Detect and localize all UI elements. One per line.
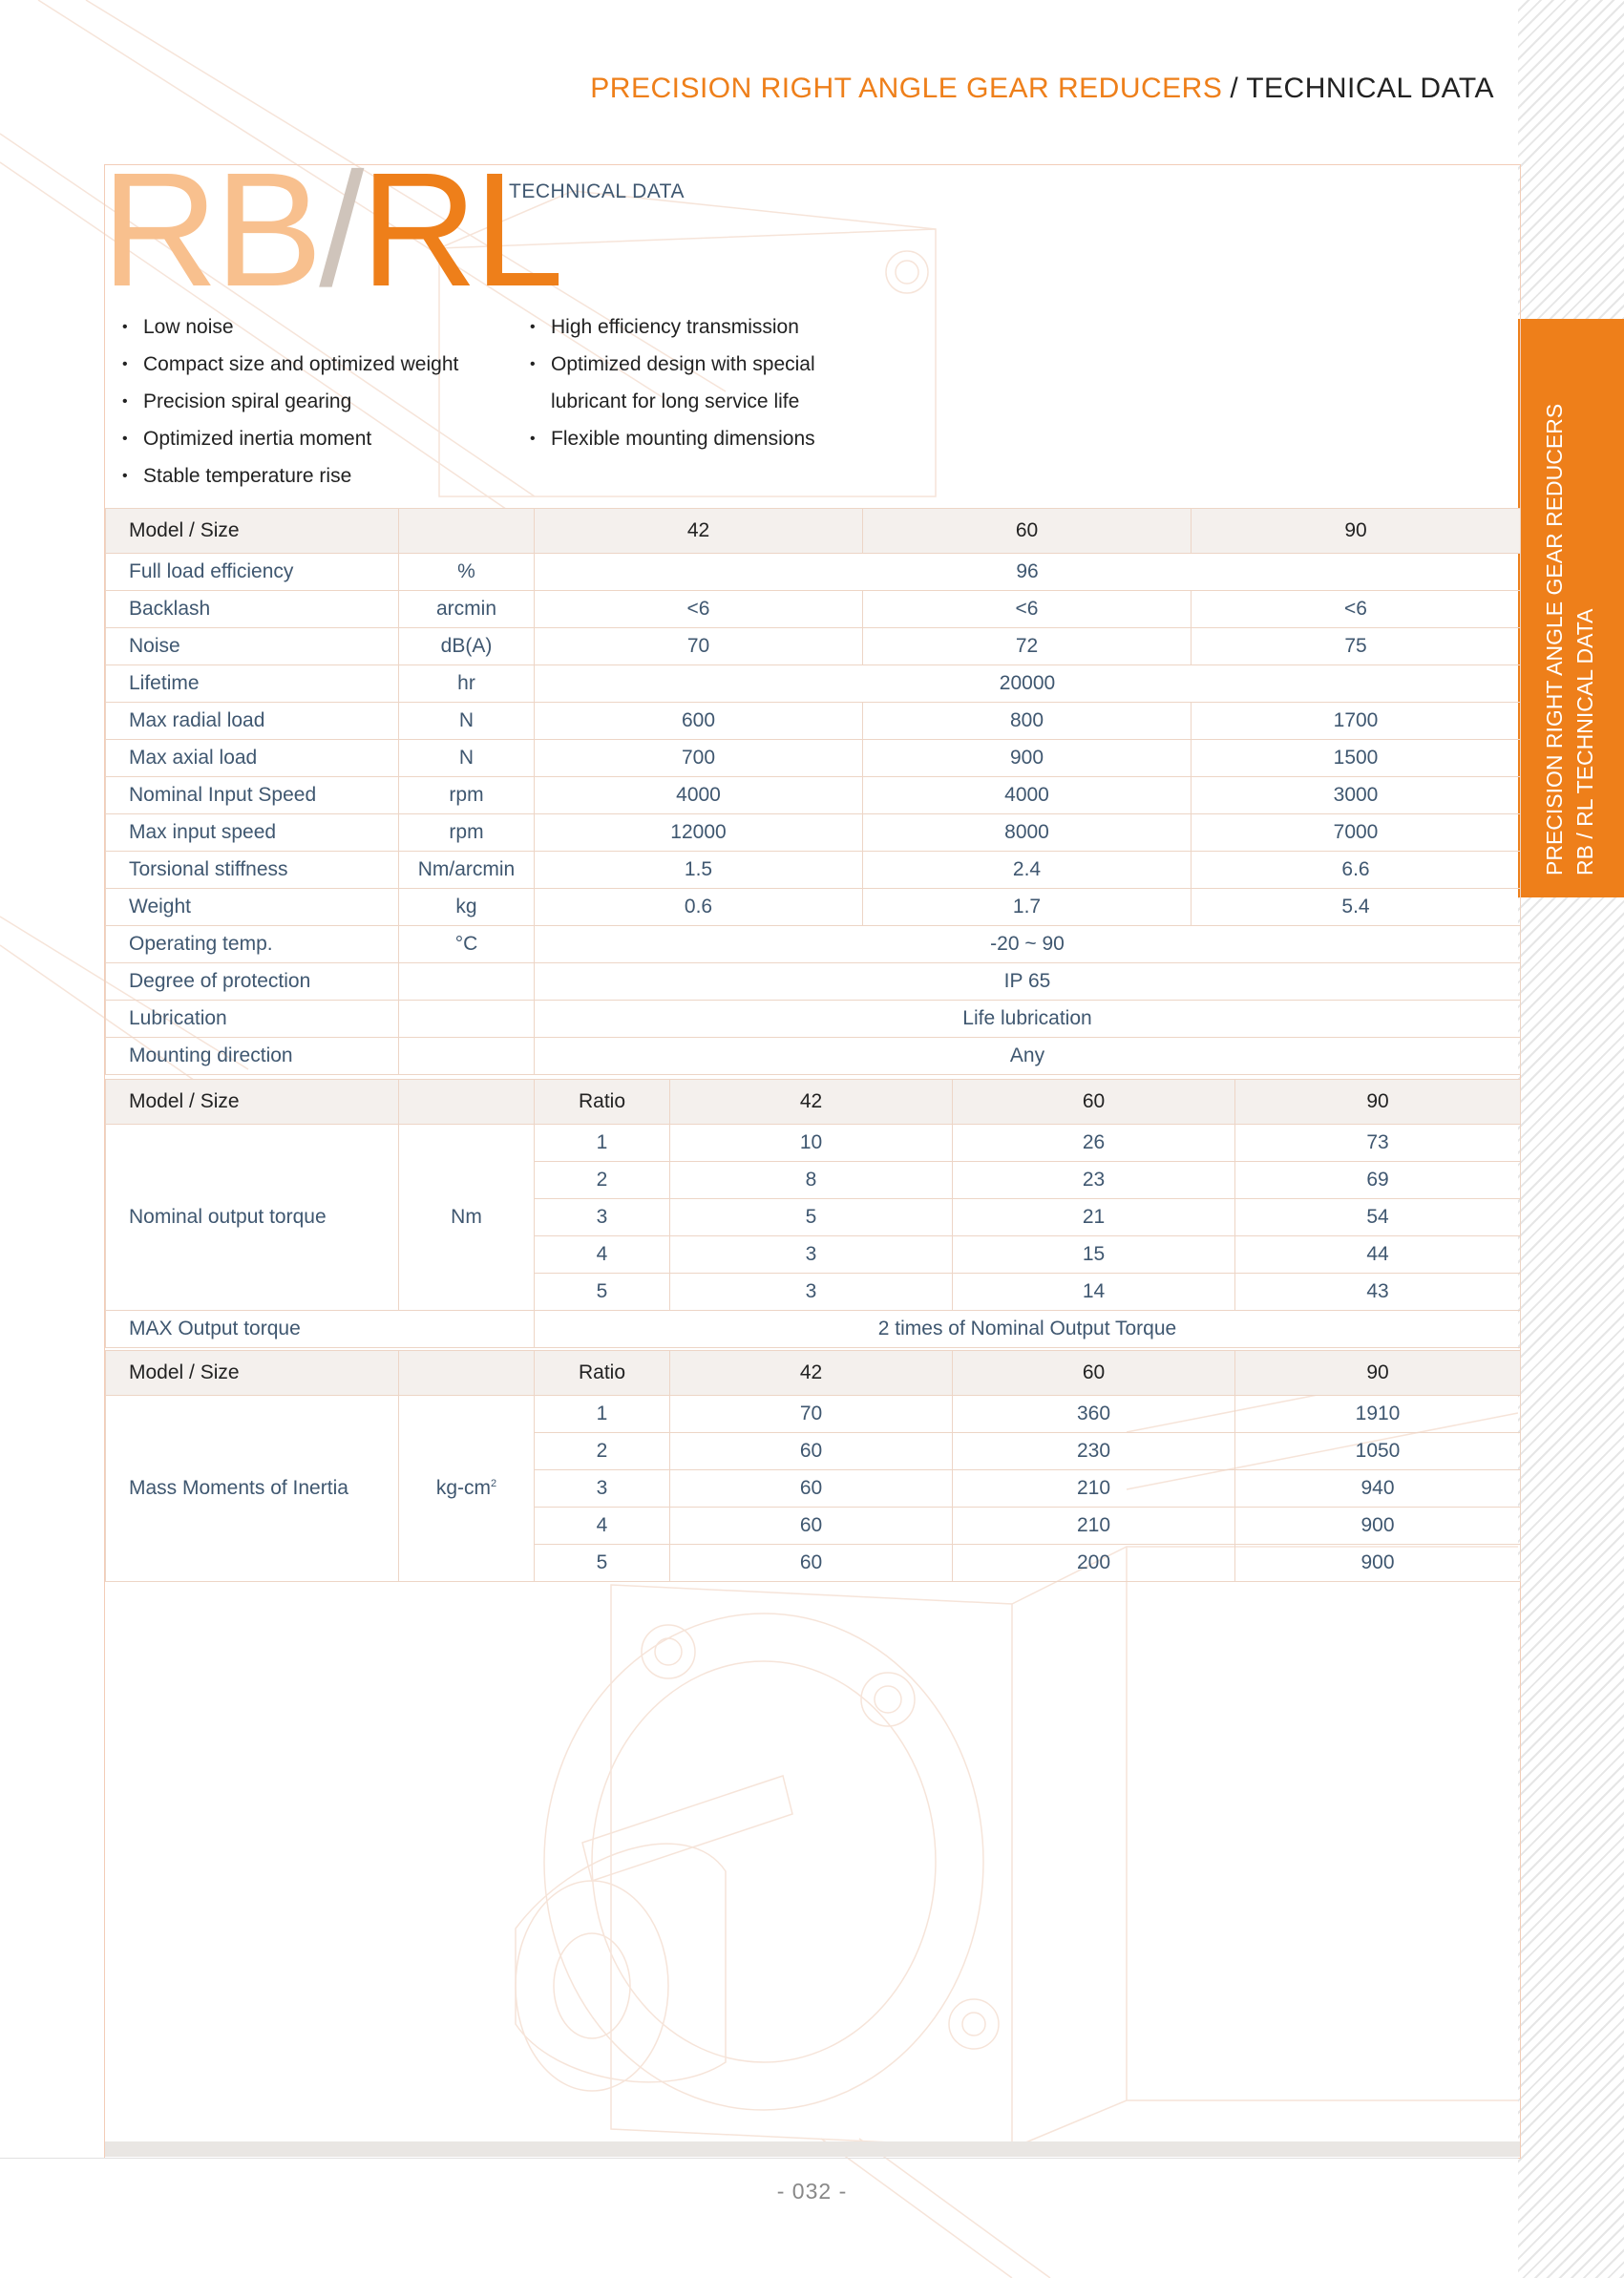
side-tab-text xyxy=(1539,341,1624,875)
feature-item: • Stable temperature rise xyxy=(122,457,458,495)
table-row: Max radial load N 600 800 1700 xyxy=(106,703,1521,740)
page-header xyxy=(590,73,1494,105)
table-row: Full load efficiency % 96 xyxy=(106,554,1521,591)
side-tab-line2: RB / RL TECHNICAL DATA xyxy=(1572,608,1597,875)
feature-list-right xyxy=(530,308,815,457)
table-row: Weight kg 0.6 1.7 5.4 xyxy=(106,889,1521,926)
feature-item: • Flexible mounting dimensions xyxy=(530,420,815,457)
feature-item: • Low noise xyxy=(122,308,458,346)
table-row: Max input speed rpm 12000 8000 7000 xyxy=(106,814,1521,852)
feature-item: • Optimized design with special xyxy=(530,346,815,383)
header-section: PRECISION RIGHT ANGLE GEAR REDUCERS xyxy=(590,73,1223,104)
model-title: RB/RL xyxy=(101,139,560,321)
table-header-row: Model / Size 42 60 90 xyxy=(106,509,1521,554)
table-row: 2 8 23 69 xyxy=(106,1162,1521,1199)
table-row: Operating temp. °C -20 ~ 90 xyxy=(106,926,1521,963)
spec-table xyxy=(105,508,1521,1075)
page-number: - 032 - xyxy=(776,2179,848,2204)
table-row: 3 60 210 940 xyxy=(106,1470,1521,1508)
table-row: Degree of protection IP 65 xyxy=(106,963,1521,1001)
feature-item-continued: lubricant for long service life xyxy=(551,390,800,412)
table-row: 5 3 14 43 xyxy=(106,1274,1521,1311)
table-header-row: Model / Size Ratio 42 60 90 xyxy=(106,1080,1521,1125)
feature-list-left xyxy=(122,308,458,495)
table-row: 5 60 200 900 xyxy=(106,1545,1521,1582)
table-row: 4 3 15 44 xyxy=(106,1236,1521,1274)
header-separator: / xyxy=(1230,73,1239,104)
footer-divider xyxy=(0,2158,1518,2159)
footer-bar xyxy=(105,2141,1520,2157)
table-row: Torsional stiffness Nm/arcmin 1.5 2.4 6.6 xyxy=(106,852,1521,889)
table-row: Backlash arcmin <6 <6 <6 xyxy=(106,591,1521,628)
table-row: Noise dB(A) 70 72 75 xyxy=(106,628,1521,665)
table-row: 3 5 21 54 xyxy=(106,1199,1521,1236)
torque-table xyxy=(105,1079,1521,1348)
table-row: Lubrication Life lubrication xyxy=(106,1001,1521,1038)
unit-cell: $kg-cm^2$ xyxy=(399,1396,535,1582)
table-row: Nominal output torque Nm 1 10 26 73 xyxy=(106,1125,1521,1162)
table-header-row: Model / Size Ratio 42 60 90 xyxy=(106,1351,1521,1396)
subtitle: TECHNICAL DATA xyxy=(509,180,685,202)
inertia-table xyxy=(105,1350,1521,1582)
feature-item: • Precision spiral gearing xyxy=(122,383,458,420)
side-tab-line1: PRECISION RIGHT ANGLE GEAR REDUCERS xyxy=(1542,403,1567,875)
table-row: 4 60 210 900 xyxy=(106,1508,1521,1545)
feature-item: • Optimized inertia moment xyxy=(122,420,458,457)
table-row: Nominal Input Speed rpm 4000 4000 3000 xyxy=(106,777,1521,814)
feature-item: • High efficiency transmission xyxy=(530,308,815,346)
table-row: Max axial load N 700 900 1500 xyxy=(106,740,1521,777)
table-row: Mounting direction Any xyxy=(106,1038,1521,1075)
table-row: Mass Moments of Inertia $kg-cm^2$ 1 70 360 1910 xyxy=(106,1396,1521,1433)
table-row: 2 60 230 1050 xyxy=(106,1433,1521,1470)
header-page-title: TECHNICAL DATA xyxy=(1246,73,1494,104)
table-row: Lifetime hr 20000 xyxy=(106,665,1521,703)
table-row: MAX Output torque 2 times of Nominal Output Torque xyxy=(106,1311,1521,1348)
feature-item: • Compact size and optimized weight xyxy=(122,346,458,383)
